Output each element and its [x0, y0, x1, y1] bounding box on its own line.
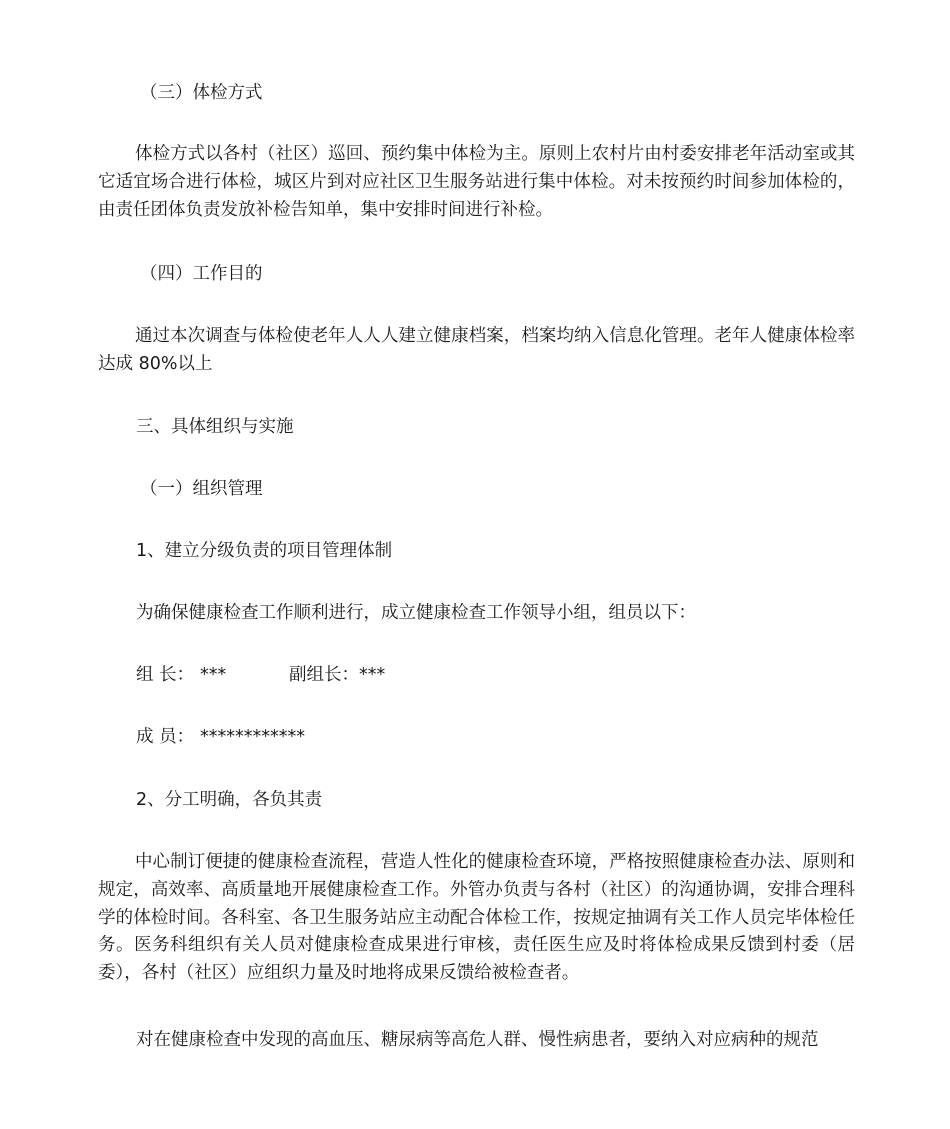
heading-exam-method: （三）体检方式 — [140, 83, 263, 103]
leader-label: 组 长： — [136, 665, 195, 685]
paragraph-work-goal: 通过本次调查与体检使老年人人人建立健康档案，档案均纳入信息化管理。老年人健康体检率达成 80%以上 — [98, 326, 855, 374]
paragraph-high-risk: 对在健康检查中发现的高血压、糖尿病等高危人群、慢性病患者，要纳入对应病种的规范 — [136, 1030, 819, 1050]
members-label: 成 员： — [136, 727, 195, 747]
leader-value: *** — [200, 665, 227, 685]
deputy-value: *** — [359, 665, 386, 685]
members-row — [136, 726, 305, 748]
paragraph-exam-method: 体检方式以各村（社区）巡回、预约集中体检为主。原则上农村片由村委安排老年活动室或其它适宜场合进行体检，城区片到对应社区卫生服务站进行集中体检。对未按预约时间参加体检的，由责任团体负责发放补检告知单，集中安排时间进行补检。 — [98, 144, 855, 220]
heading-item-one: 1、建立分级负责的项目管理体制 — [136, 541, 393, 561]
paragraph-division-of-labor: 中心制订便捷的健康检查流程，营造人性化的健康检查环境，严格按照健康检查办法、原则和规定，高效率、高质量地开展健康检查工作。外管办负责与各村（社区）的沟通协调，安排合理科学的体检时间。各科室、各卫生服务站应主动配合体检工作，按规定抽调有关工作人员完毕体检任务。医务科组织有关人员对健康检查成果进行审核，责任医生应及时将体检成果反馈到村委（居委），各村（社区）应组织力量及时地将成果反馈给被检查者。 — [98, 852, 855, 984]
members-value: ************ — [200, 727, 305, 747]
heading-item-two: 2、分工明确，各负其责 — [136, 790, 323, 810]
paragraph-leadership-group: 为确保健康检查工作顺利进行，成立健康检查工作领导小组，组员以下： — [136, 603, 696, 623]
heading-org-management: （一）组织管理 — [140, 479, 263, 499]
deputy-label: 副组长： — [289, 665, 359, 685]
leader-row — [136, 664, 385, 686]
heading-work-goal: （四）工作目的 — [140, 264, 263, 284]
heading-section-three: 三、具体组织与实施 — [136, 417, 294, 437]
